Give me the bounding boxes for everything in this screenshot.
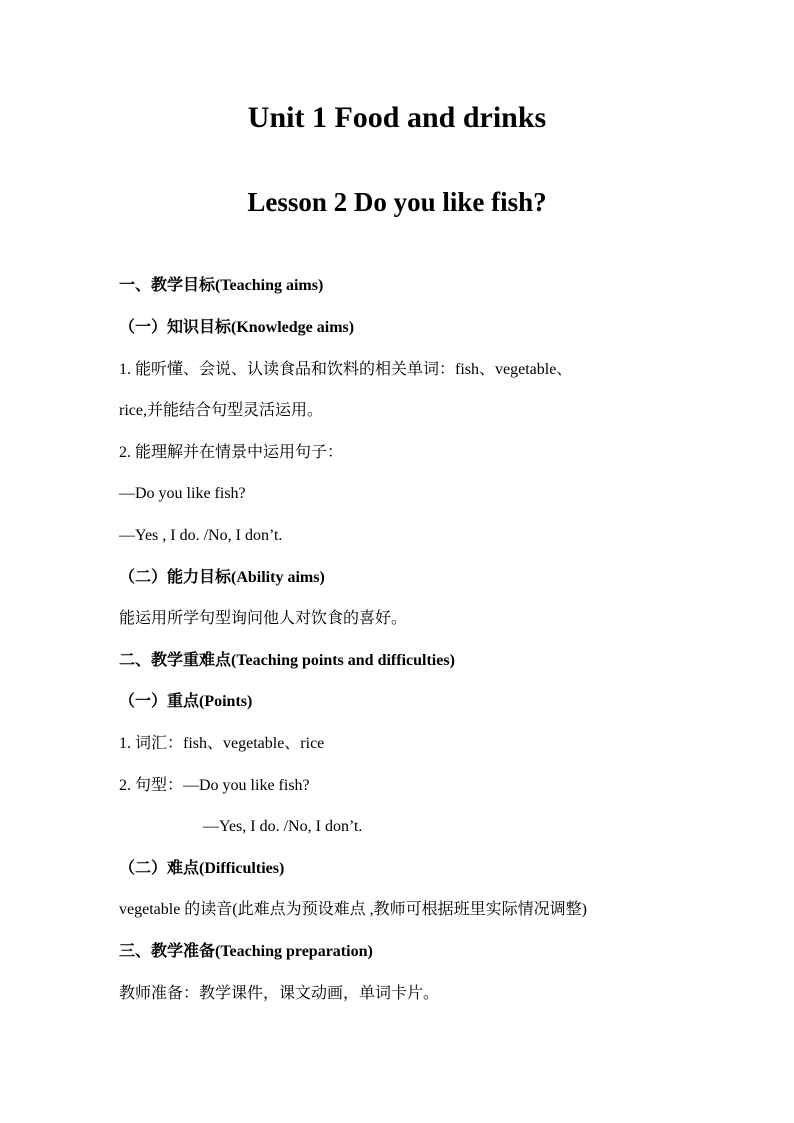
points-sentence-question: 2. 句型：—Do you like fish? <box>119 777 310 794</box>
subsection-heading-points: （一）重点(Points) <box>119 693 253 710</box>
dialogue-answer: —Yes , I do. /No, I don’t. <box>119 527 283 544</box>
dialogue-question: —Do you like fish? <box>119 485 246 502</box>
lesson-title: Lesson 2 Do you like fish? <box>247 187 547 217</box>
section-heading-teaching-points: 二、教学重难点(Teaching points and difficulties) <box>119 652 455 669</box>
points-sentence-answer: —Yes, I do. /No, I don’t. <box>203 818 363 835</box>
aim-item-1-line-2: rice,并能结合句型灵活运用。 <box>119 402 323 419</box>
section-heading-teaching-preparation: 三、教学准备(Teaching preparation) <box>119 943 373 960</box>
subsection-heading-ability-aims: （二）能力目标(Ability aims) <box>119 569 325 586</box>
aim-item-1-line-1: 1. 能听懂、会说、认读食品和饮料的相关单词：fish、vegetable、 <box>119 361 573 378</box>
points-vocabulary: 1. 词汇：fish、vegetable、rice <box>119 735 325 752</box>
teacher-preparation-text: 教师准备：教学课件，课文动画，单词卡片。 <box>119 985 440 1002</box>
subsection-heading-difficulties: （二）难点(Difficulties) <box>119 860 285 877</box>
ability-aim-text: 能运用所学句型询问他人对饮食的喜好。 <box>119 610 408 627</box>
subsection-heading-knowledge-aims: （一）知识目标(Knowledge aims) <box>119 319 355 336</box>
aim-item-2: 2. 能理解并在情景中运用句子： <box>119 444 344 461</box>
difficulty-text: vegetable 的读音(此难点为预设难点 ,教师可根据班里实际情况调整) <box>119 901 587 918</box>
unit-title: Unit 1 Food and drinks <box>247 101 547 134</box>
section-heading-teaching-aims: 一、教学目标(Teaching aims) <box>119 277 324 294</box>
